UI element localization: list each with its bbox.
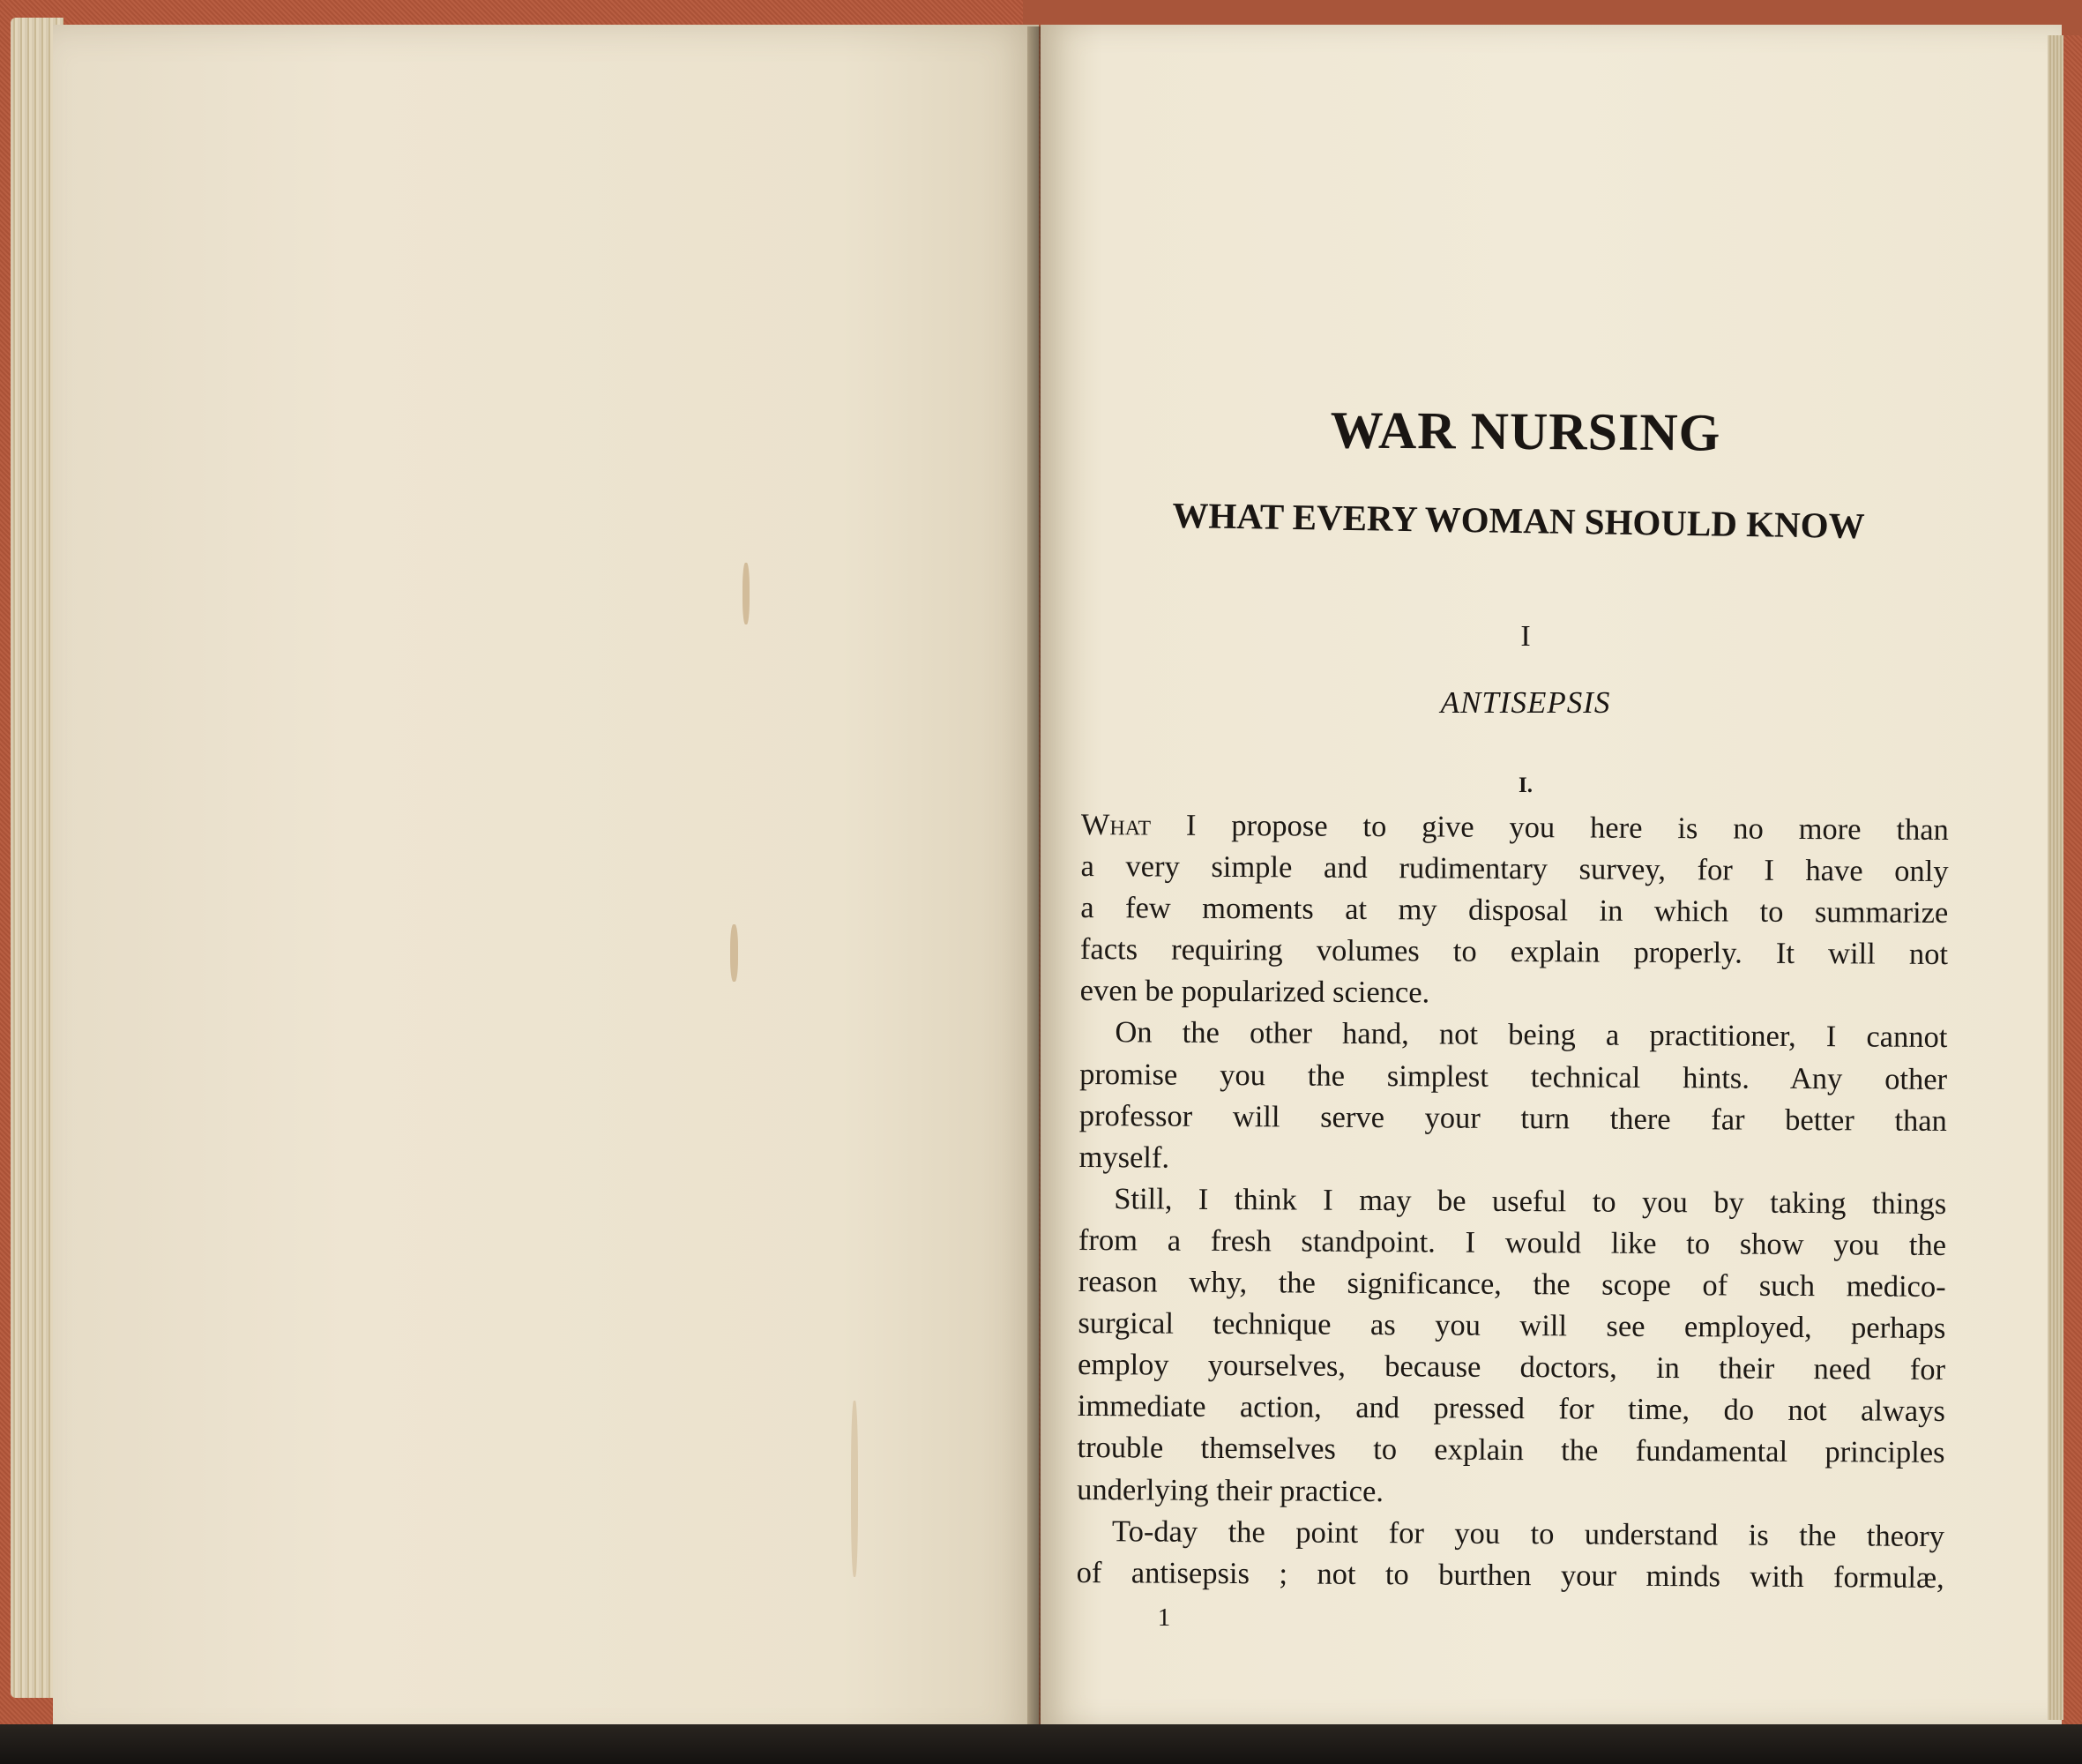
text-line: trouble themselves to explain the fundamental principles (1077, 1431, 1945, 1470)
text-line: facts requiring volumes to explain properly. It will not (1079, 932, 1949, 972)
text-line: promise you the simplest technical hints. Any other (1079, 1057, 1948, 1096)
body-text (1077, 804, 1949, 1599)
chapter-number: I (1520, 620, 1531, 653)
text-line: a few moments at my disposal in which to summarize (1080, 891, 1949, 931)
text-line: even be popularized science. (1079, 974, 1430, 1010)
text-line: from a fresh standpoint. I would like to show you the (1078, 1222, 1947, 1262)
text-line: immediate action, and pressed for time, do not always (1077, 1389, 1945, 1429)
text-line: surgical technique as you will see employed, perhaps (1078, 1306, 1946, 1346)
text-line: reason why, the significance, the scope of such medico- (1078, 1265, 1946, 1304)
text-line: Still, I think I may be useful to you by taking things (1114, 1182, 1947, 1221)
section-number: I. (1519, 774, 1533, 797)
text-line: underlying their practice. (1077, 1472, 1384, 1508)
book-subtitle: WHAT EVERY WOMAN SHOULD KNOW (1172, 494, 1865, 547)
paragraph (1077, 1511, 1945, 1599)
text-line: myself. (1078, 1140, 1170, 1175)
chapter-title: ANTISEPSIS (1440, 685, 1611, 720)
text-line: a very simple and rudimentary survey, for I have only (1080, 849, 1949, 889)
stain (730, 924, 738, 982)
paragraph (1078, 1012, 1947, 1183)
book-title: WAR NURSING (1330, 400, 1721, 462)
left-page (53, 25, 1039, 1745)
text-line: of antisepsis ; not to burthen your minds with formulæ, (1076, 1555, 1944, 1595)
text-line: To-day the point for you to understand is the theory (1111, 1514, 1945, 1553)
text-line: employ yourselves, because doctors, in their need for (1078, 1348, 1946, 1387)
text-line: On the other hand, not being a practitioner, I cannot (1115, 1015, 1948, 1055)
right-page-edges (2048, 35, 2063, 1720)
text-fragment: I propose to give you here is no more than (1150, 808, 1949, 848)
lead-word: What (1080, 807, 1152, 842)
paragraph (1077, 1178, 1946, 1516)
text-line: professor will serve your turn there far better than (1078, 1098, 1947, 1138)
stain (851, 1401, 858, 1577)
table-surface (0, 1724, 2082, 1764)
text-line (1081, 804, 1949, 851)
stain (743, 563, 750, 624)
paragraph (1080, 804, 1949, 1017)
page-number: 1 (1157, 1603, 1171, 1632)
